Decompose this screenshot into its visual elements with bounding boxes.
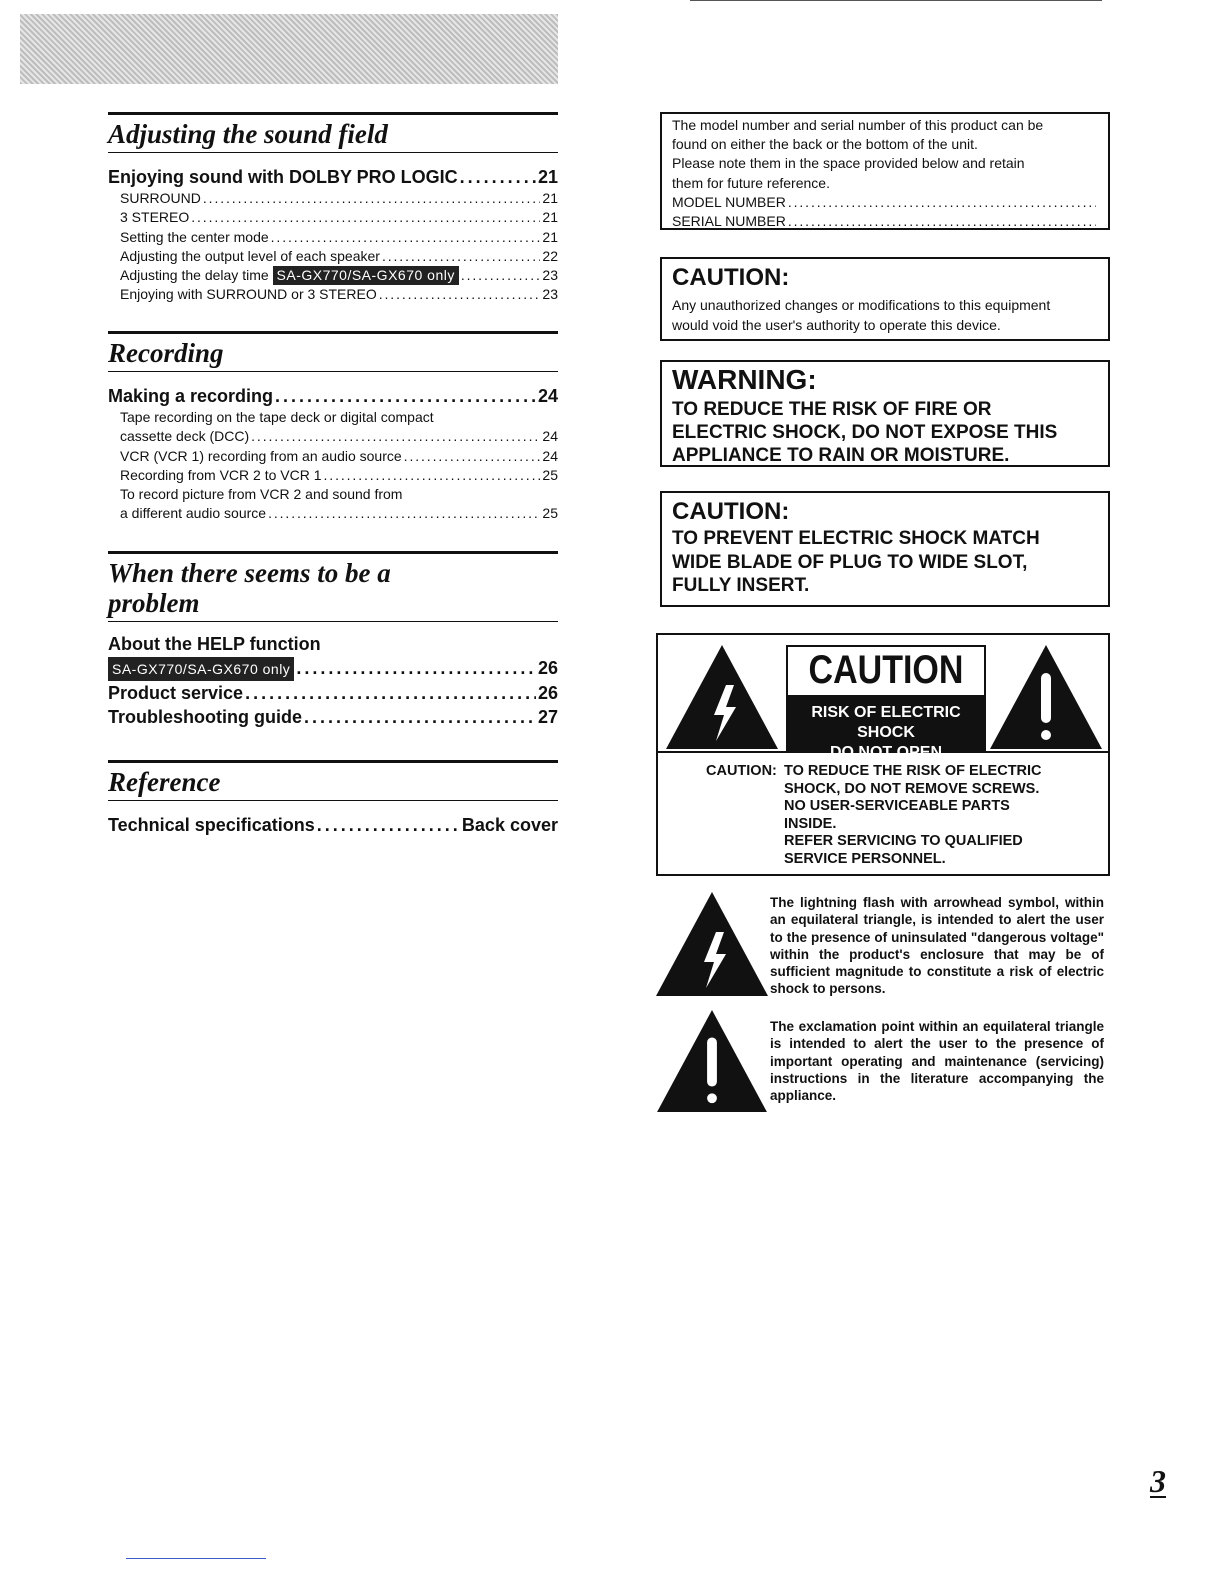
serial-number-field: SERIAL NUMBER . . . [672,212,1098,231]
footer-rule [126,1558,266,1559]
toc-entry[interactable]: cassette deck (DCC) . . . 24 [120,427,558,446]
toc-entry[interactable]: a different audio source . . . 25 [120,504,558,523]
table-of-contents [108,0,558,900]
toc-section-problem [108,551,558,729]
section-title: When there seems to be a problem [108,558,558,622]
page-number: 3 [1150,1463,1166,1499]
toc-entry[interactable]: Recording from VCR 2 to VCR 1 . . . 25 [120,466,558,485]
toc-entry-text: To record picture from VCR 2 and sound from [120,486,403,503]
section-title: Adjusting the sound field [108,119,558,153]
toc-entry[interactable]: Setting the center mode . . . 21 [120,228,558,247]
shock-caution-text: CAUTION: TO REDUCE THE RISK OF ELECTRIC SHOCK, DO NOT REMOVE SCREWS. NO USER-SERVICEABLE PARTS INSIDE. REFER SERVICING TO QUALIFIED SERVICE PERSONNEL. [656,753,1110,876]
model-number-field: MODEL NUMBER . . . [672,193,1098,212]
toc-entry[interactable]: 3 STEREO . . . 21 [120,208,558,227]
lightning-symbol-icon [656,892,768,996]
lightning-warning-icon [666,645,778,749]
toc-section-sound-field [108,112,558,305]
caution-notice: CAUTION: Any unauthorized changes or modifications to this equipment would void the user's authority to operate this device. [660,257,1110,341]
serial-number-box: The model number and serial number of this product can be found on either the back or the bottom of the unit. Please note them in the space provided below and retain them for future reference. MODEL NUMBER . . . SERIAL NUMBER . . . [660,112,1110,230]
toc-entry-text: Tape recording on the tape deck or digital compact [120,409,434,425]
exclamation-symbol-icon [656,1010,768,1112]
toc-entry[interactable]: Making a recording . . . 24 [108,384,558,408]
exclamation-symbol-explanation: The exclamation point within an equilateral triangle is intended to alert the user to the presence of important operating and maintenance (servicing) instructions in the literature accompanying the appliance. [770,1019,1104,1104]
toc-entry[interactable]: SA-GX770/SA-GX670 only . . . 26 [108,656,558,681]
toc-entry-text: About the HELP function [108,634,321,654]
lightning-symbol-explanation: The lightning flash with arrowhead symbol, within an equilateral triangle, is intended to alert the user to the presence of uninsulated "dangerous voltage" within the product's enclosure that may be of sufficient magnitude to constitute a risk of electric shock to persons. [770,895,1104,997]
exclamation-warning-icon [990,645,1102,749]
caution-label-panel: CAUTION RISK OF ELECTRIC SHOCK DO NOT OPEN [786,645,986,753]
top-rule [690,0,1102,1]
section-title: Recording [108,338,558,372]
toc-entry[interactable]: Technical specifications . . . Back cover [108,813,558,837]
toc-entry[interactable]: Troubleshooting guide . . . 27 [108,705,558,729]
toc-entry[interactable]: Product service . . . 26 [108,681,558,705]
toc-entry[interactable]: SURROUND . . . 21 [120,189,558,208]
toc-entry[interactable]: Enjoying with SURROUND or 3 STEREO . . . 23 [120,285,558,304]
toc-section-reference [108,760,558,837]
toc-entry[interactable]: VCR (VCR 1) recording from an audio source . . . 24 [120,447,558,466]
model-badge: SA-GX770/SA-GX670 only [273,266,459,285]
shock-caution-label [656,633,1110,761]
toc-entry[interactable]: Adjusting the output level of each speaker . . . 22 [120,247,558,266]
toc-section-recording [108,331,558,524]
plug-caution-notice: CAUTION: TO PREVENT ELECTRIC SHOCK MATCH WIDE BLADE OF PLUG TO WIDE SLOT, FULLY INSERT. [660,491,1110,607]
warning-notice: WARNING: TO REDUCE THE RISK OF FIRE OR ELECTRIC SHOCK, DO NOT EXPOSE THIS APPLIANCE TO RAIN OR MOISTURE. [660,360,1110,467]
model-badge: SA-GX770/SA-GX670 only [108,657,294,681]
toc-entry[interactable]: Adjusting the delay time SA-GX770/SA-GX670 only . . . 23 [120,266,558,285]
toc-entry[interactable]: Enjoying sound with DOLBY PRO LOGIC . . . 21 [108,165,558,189]
section-title: Reference [108,767,558,801]
